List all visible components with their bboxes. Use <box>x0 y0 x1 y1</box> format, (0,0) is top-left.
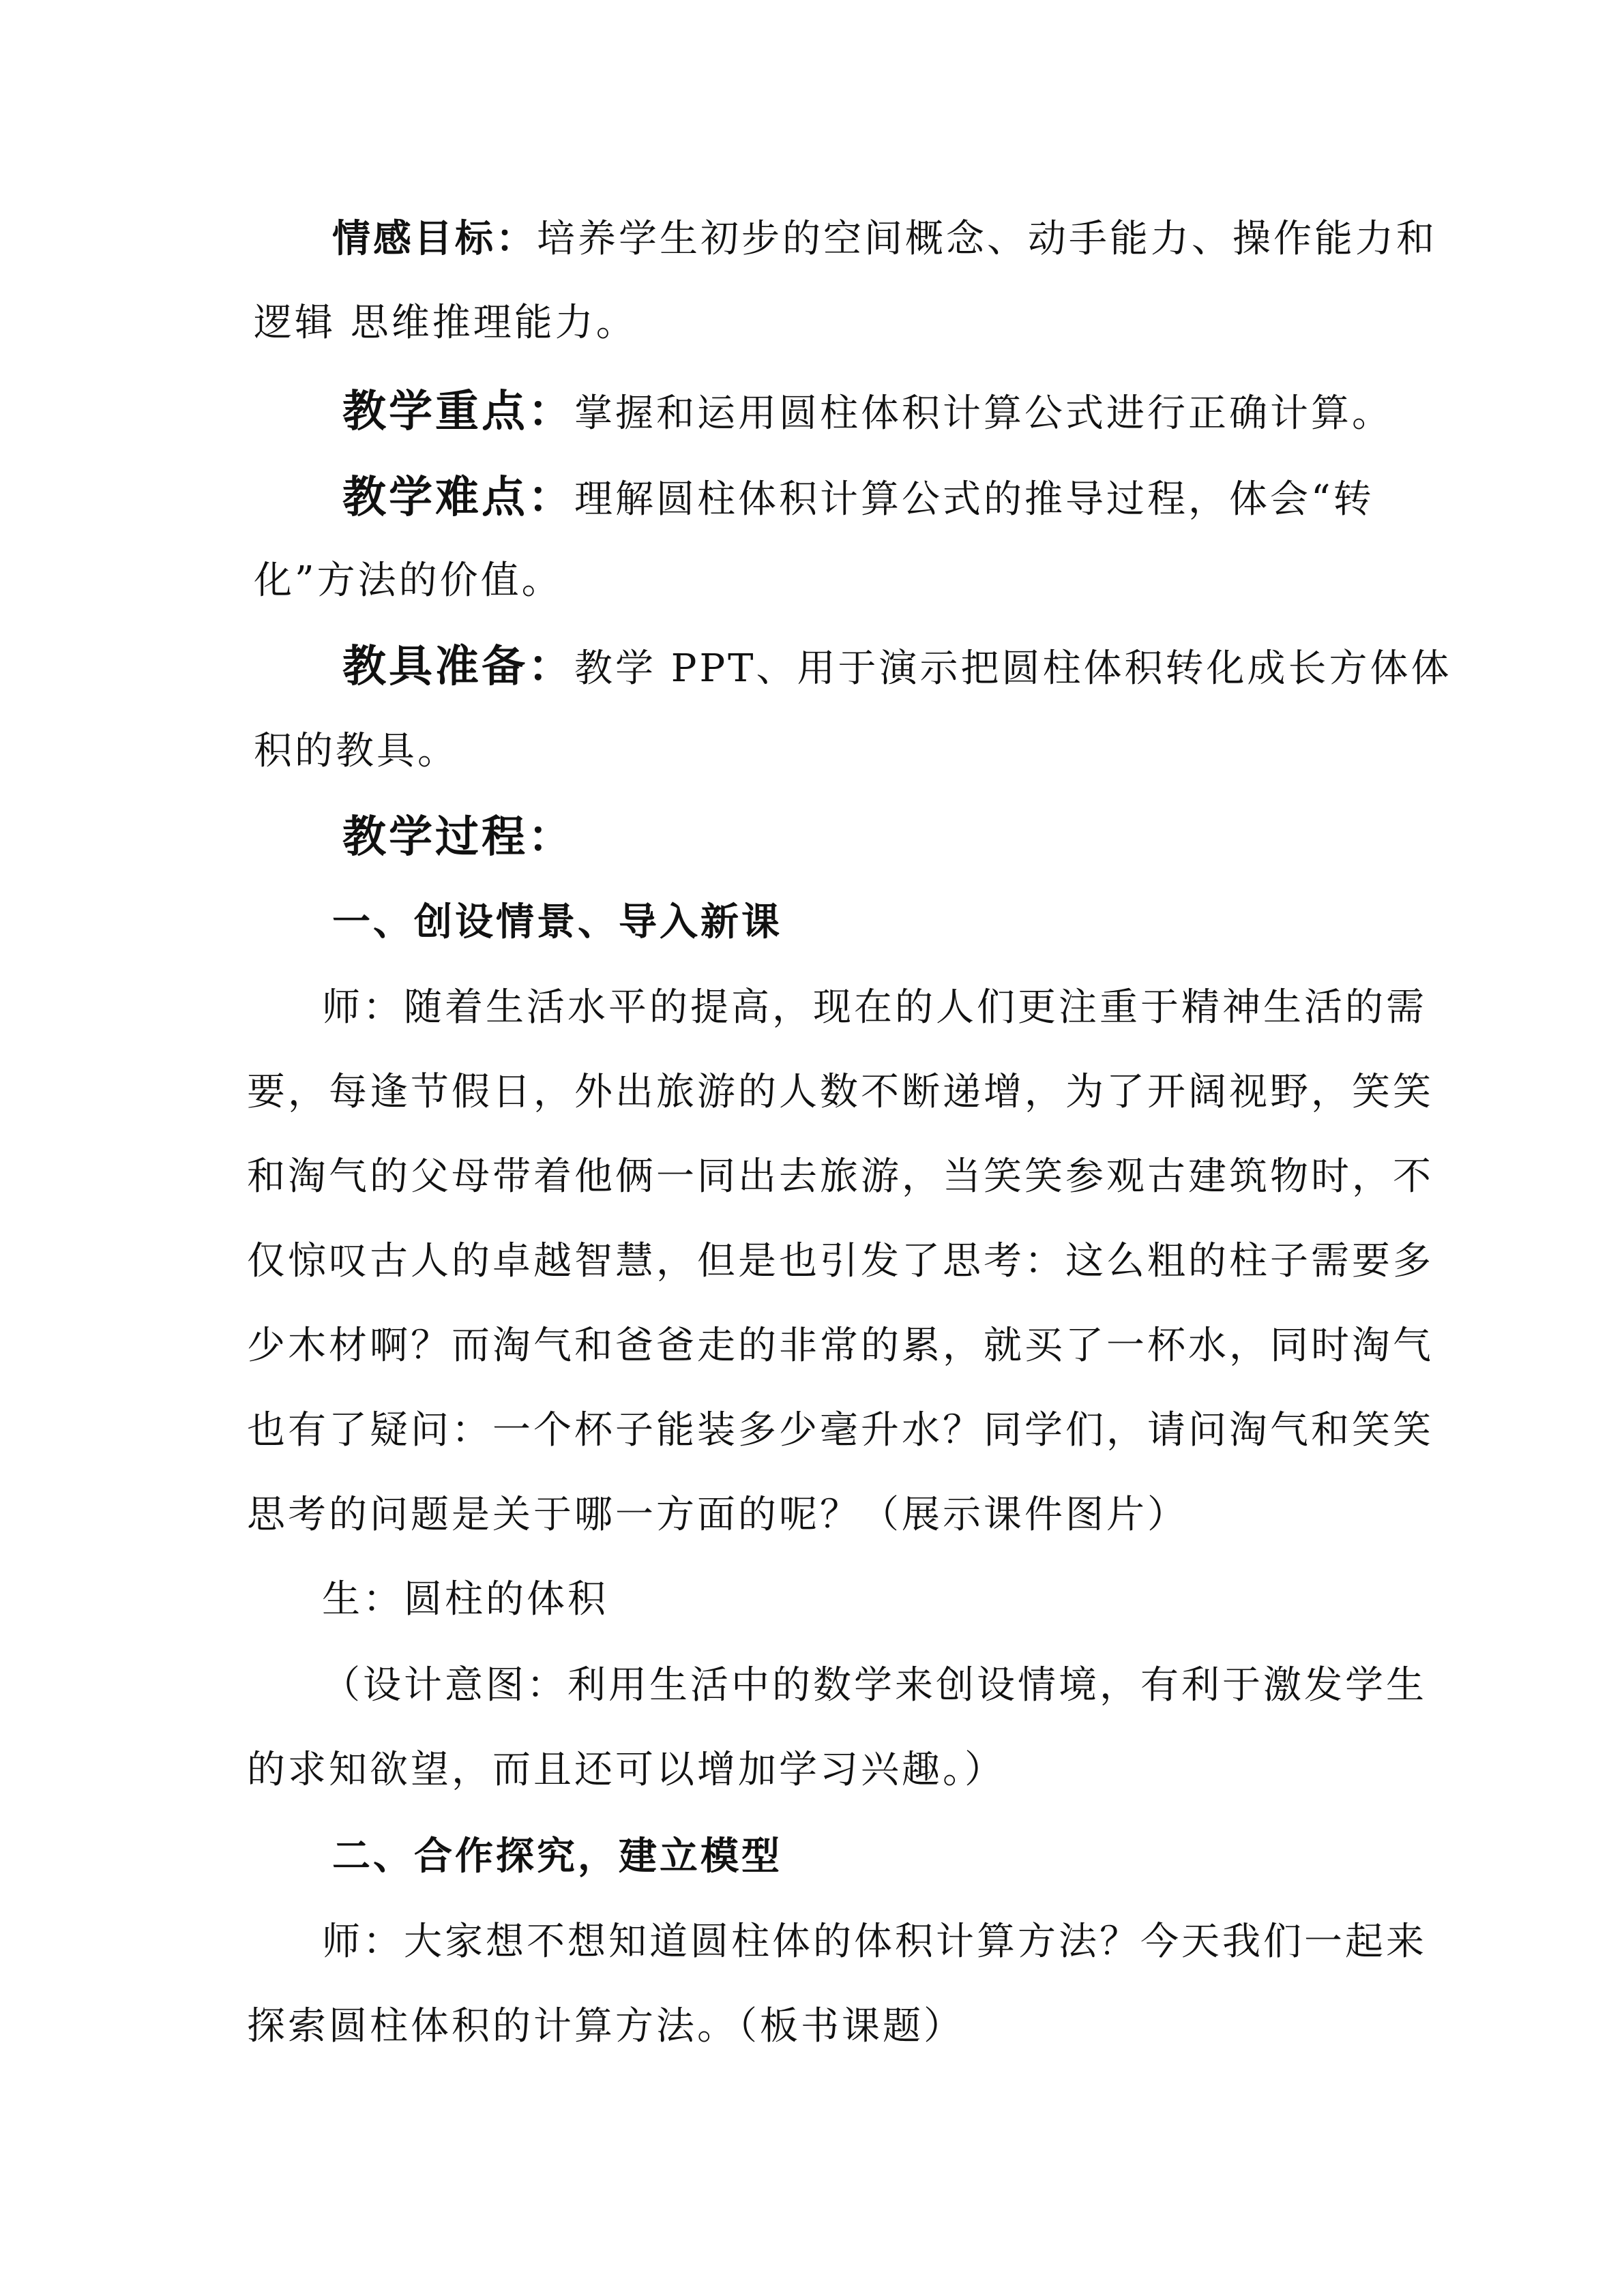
tools-line-1 <box>342 640 1452 696</box>
difficulty-text: 理解圆柱体积计算公式的推导过程，体会“转 <box>574 477 1374 522</box>
section-2-teacher-line: 师：大家想不想知道圆柱体的体积计算方法？今天我们一起来 <box>322 1920 1427 1964</box>
difficulty-line-1 <box>342 471 1374 527</box>
section-1-heading: 一、创设情景、导入新课 <box>332 899 782 944</box>
section-1-teacher-line: 思考的问题是关于哪一方面的呢？（展示课件图片） <box>247 1493 1188 1537</box>
key-point-line <box>342 385 1393 441</box>
process-title: 教学过程： <box>342 811 574 863</box>
tools-line-2: 积的教具。 <box>254 729 458 773</box>
section-1-teacher-line: 也有了疑问：一个杯子能装多少毫升水？同学们，请问淘气和笑笑 <box>247 1408 1434 1452</box>
emotional-objective-line-2: 逻辑 思维推理能力。 <box>254 301 637 345</box>
section-1-design-line: （设计意图：利用生活中的数学来创设情境，有利于激发学生 <box>322 1663 1427 1708</box>
key-point-label: 教学重点： <box>342 386 574 437</box>
section-1-teacher-line: 少木材啊？而淘气和爸爸走的非常的累，就买了一杯水，同时淘气 <box>247 1324 1434 1368</box>
section-1-teacher-line: 要，每逢节假日，外出旅游的人数不断递增，为了开阔视野，笑笑 <box>247 1070 1434 1114</box>
tools-text: 教学 PPT、用于演示把圆柱体积转化成长方体体 <box>574 646 1452 691</box>
section-1-teacher-line: 仅惊叹古人的卓越智慧，但是也引发了思考：这么粗的柱子需要多 <box>247 1239 1434 1283</box>
section-2-teacher-line: 探索圆柱体积的计算方法。（板书课题） <box>247 2004 964 2048</box>
emotional-objective-text: 培养学生初步的空间概念、动手能力、操作能力和 <box>537 217 1437 261</box>
emotional-objective-label: 情感目标： <box>332 216 537 261</box>
section-1-teacher-line: 师：随着生活水平的提高，现在的人们更注重于精神生活的需 <box>322 985 1427 1030</box>
emotional-objective-line-1 <box>332 211 1437 267</box>
difficulty-line-2: 化”方法的价值。 <box>254 558 563 603</box>
tools-label: 教具准备： <box>342 641 574 692</box>
difficulty-label: 教学难点： <box>342 472 574 523</box>
section-1-student-line: 生：圆柱的体积 <box>322 1577 608 1622</box>
section-2-heading: 二、合作探究，建立模型 <box>332 1834 782 1879</box>
section-1-teacher-line: 和淘气的父母带着他俩一同出去旅游，当笑笑参观古建筑物时，不 <box>247 1154 1434 1199</box>
section-1-design-line: 的求知欲望，而且还可以增加学习兴趣。） <box>247 1748 1005 1792</box>
key-point-text: 掌握和运用圆柱体积计算公式进行正确计算。 <box>574 391 1393 436</box>
